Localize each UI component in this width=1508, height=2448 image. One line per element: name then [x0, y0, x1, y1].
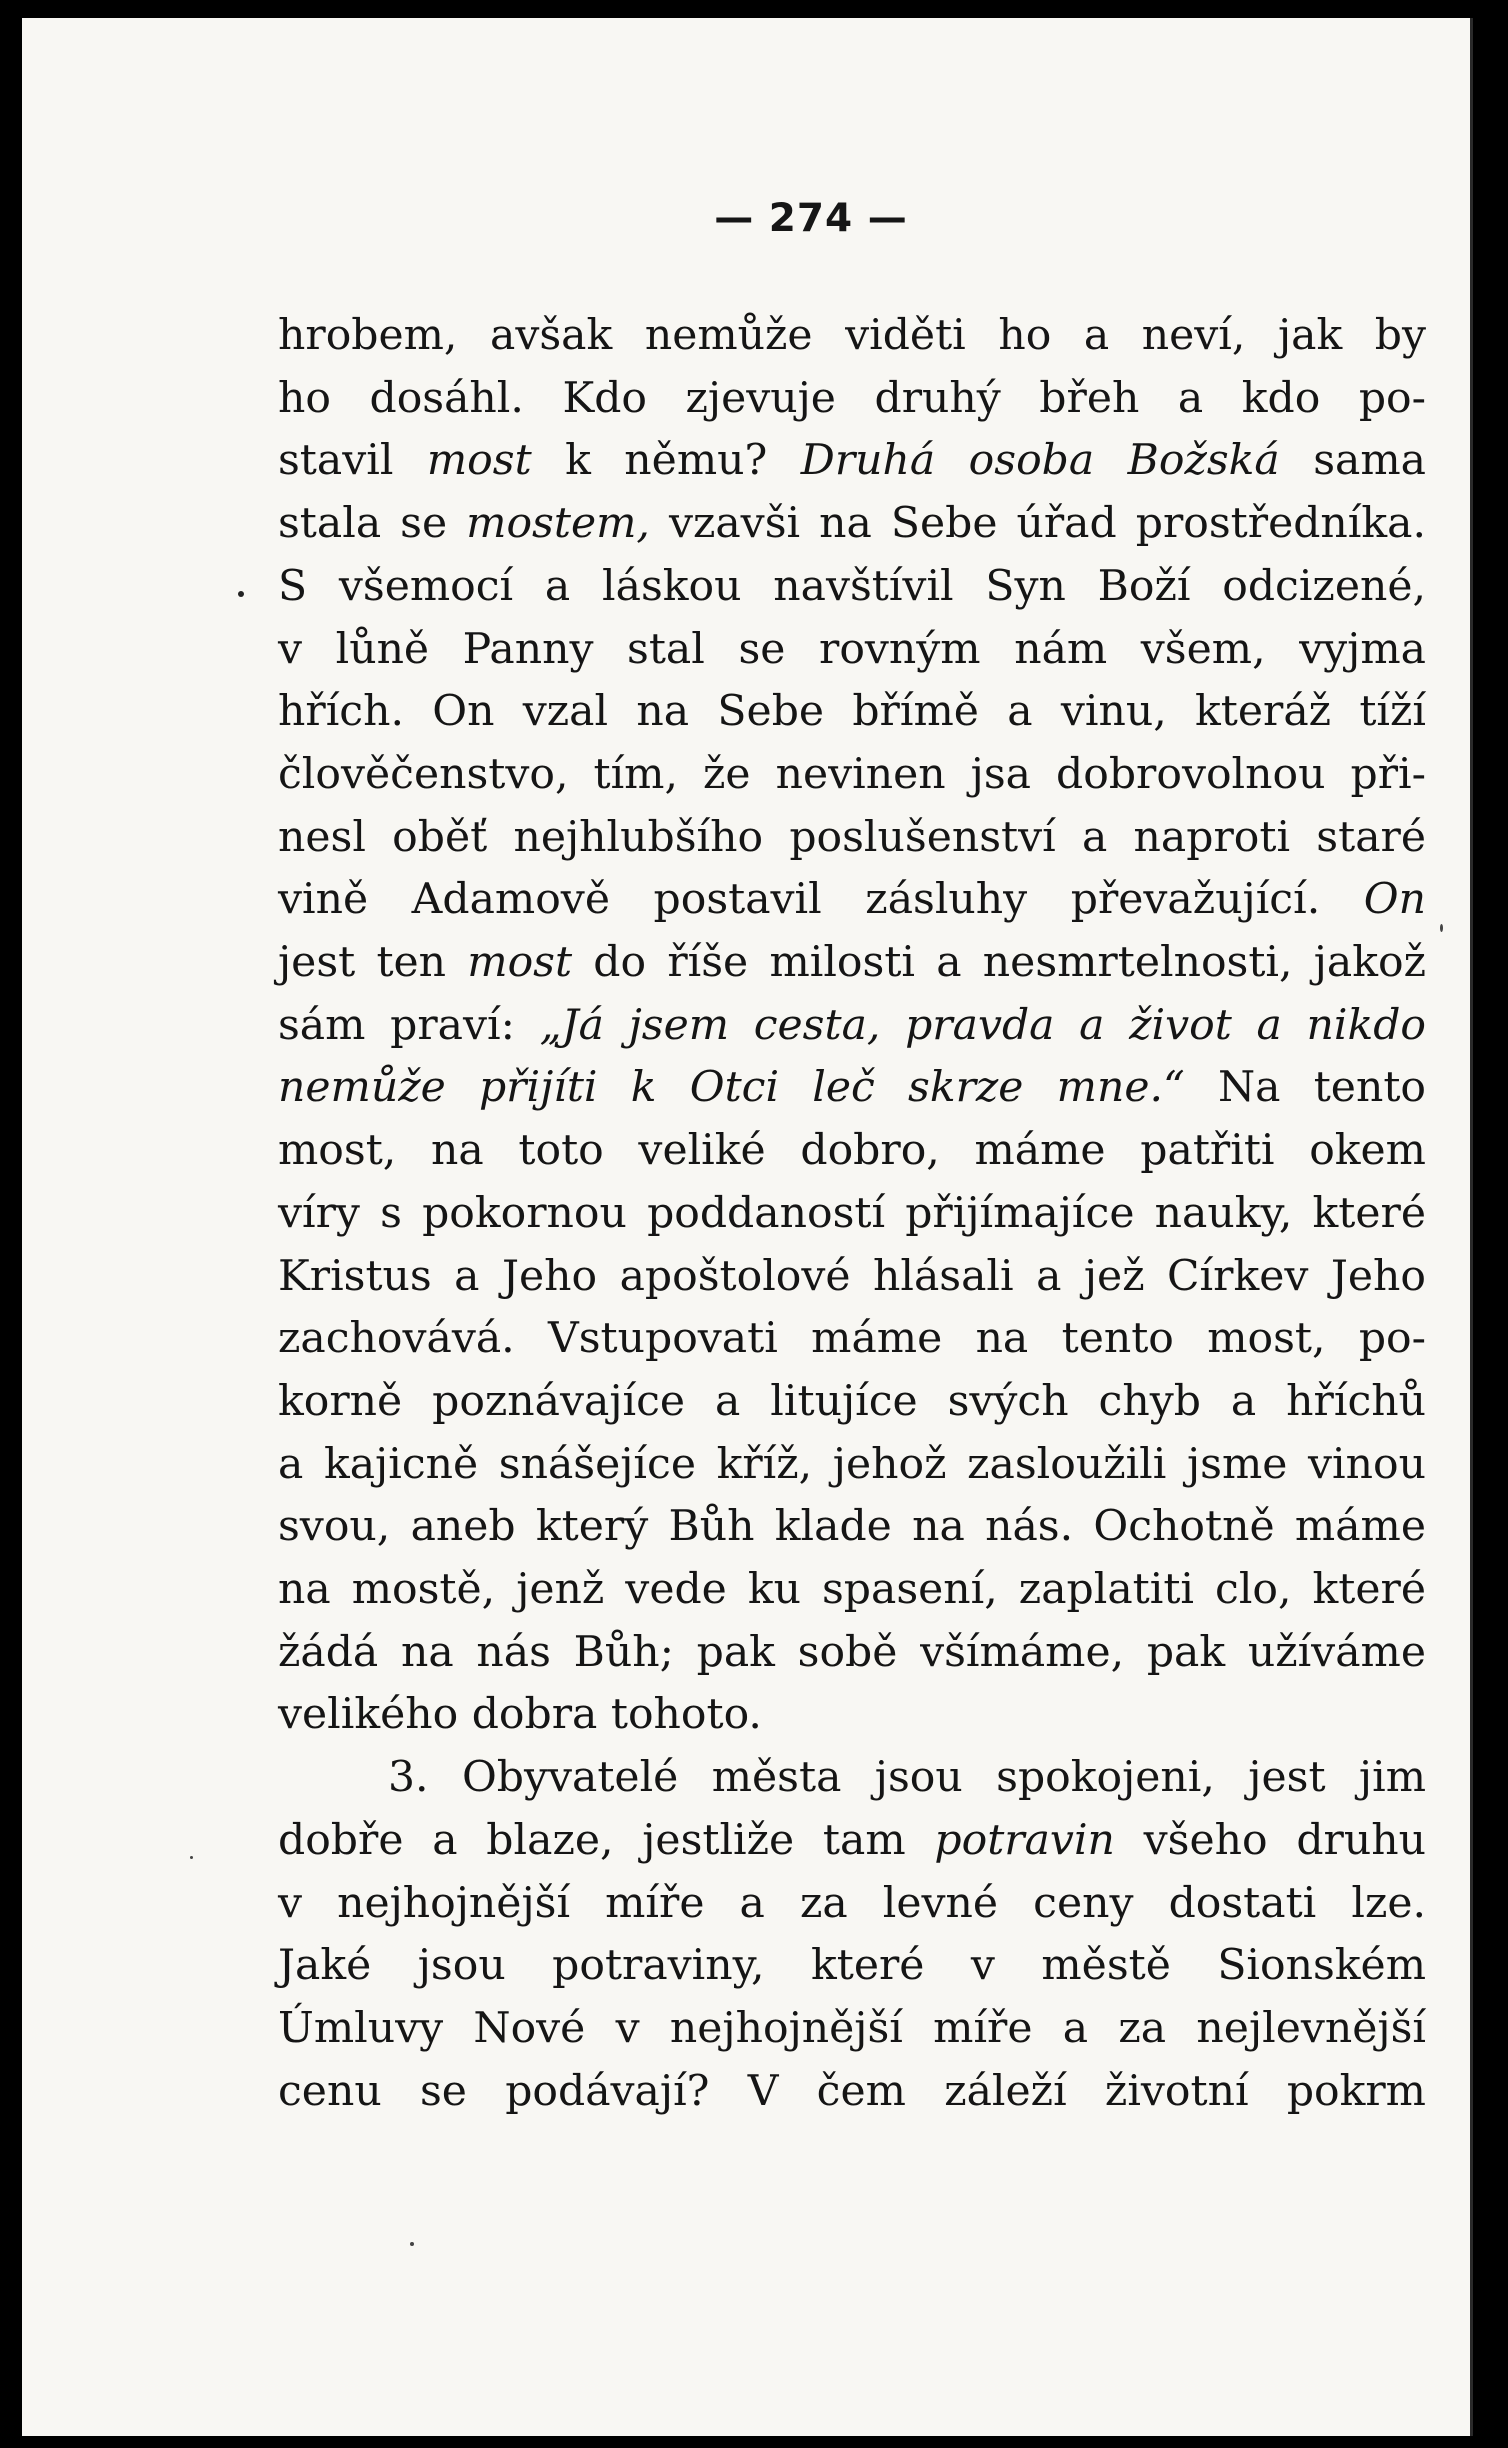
text-line: vině Adamově postavil zásluhy převažující. On — [278, 875, 1426, 925]
text-line: jest ten most do říše milosti a nesmrtelnosti, jakož — [278, 938, 1426, 988]
page-number: — 274 — — [714, 196, 908, 241]
text-line: nesl oběť nejhlubšího poslušenství a naproti staré — [278, 812, 1426, 862]
paper-speck — [190, 1856, 193, 1859]
text-line: hřích. On vzal na Sebe břímě a vinu, kteráž tíží — [278, 687, 1426, 737]
text-line: ho dosáhl. Kdo zjevuje druhý břeh a kdo po- — [278, 373, 1426, 423]
body-text — [278, 305, 1426, 2123]
margin-mark — [238, 591, 244, 597]
text-line: na mostě, jenž vede ku spasení, zaplatiti clo, které — [278, 1565, 1426, 1615]
text-line: zachovává. Vstupovati máme na tento most, po- — [278, 1314, 1426, 1364]
text-line: Jaké jsou potraviny, které v městě Sionském — [278, 1941, 1426, 1991]
text-line: víry s pokornou poddaností přijímajíce nauky, které — [278, 1188, 1426, 1238]
text-line: a kajicně snášejíce kříž, jehož zasloužili jsme vinou — [278, 1439, 1426, 1489]
text-line: člověčenstvo, tím, že nevinen jsa dobrovolnou při- — [278, 749, 1426, 799]
text-line: v nejhojnější míře a za levné ceny dostati lze. — [278, 1878, 1426, 1928]
text-line: žádá na nás Bůh; pak sobě všímáme, pak užíváme — [278, 1627, 1426, 1677]
text-line: Úmluvy Nové v nejhojnější míře a za nejlevnější — [278, 2003, 1426, 2053]
book-page — [22, 18, 1473, 2436]
text-line: hrobem, avšak nemůže viděti ho a neví, jak by — [278, 311, 1426, 360]
text-line: Kristus a Jeho apoštolové hlásali a jež Církev Jeho — [278, 1251, 1426, 1301]
text-line: most, na toto veliké dobro, máme patřiti okem — [278, 1126, 1426, 1176]
text-line: 3. Obyvatelé města jsou spokojeni, jest jim — [388, 1753, 1426, 1803]
text-line: sám praví: „Já jsem cesta, pravda a život a nikdo — [278, 1000, 1426, 1050]
text-line: stavil most k němu? Druhá osoba Božská sama — [278, 436, 1427, 486]
text-line: S všemocí a láskou navštívil Syn Boží odcizené, — [278, 561, 1426, 611]
text-line: v lůně Panny stal se rovným nám všem, vyjma — [278, 624, 1426, 674]
text-line: cenu se podávají? V čem záleží životní pokrm — [278, 2066, 1426, 2116]
text-line: dobře a blaze, jestliže tam potravin všeho druhu — [278, 1815, 1426, 1865]
text-line: nemůže přijíti k Otci leč skrze mne.“ Na tento — [278, 1063, 1426, 1113]
paper-speck — [410, 2242, 414, 2246]
text-line: svou, aneb který Bůh klade na nás. Ochotně máme — [278, 1502, 1426, 1552]
text-line: velikého dobra tohoto. — [278, 1690, 762, 1740]
text-line: stala se mostem, vzavši na Sebe úřad prostředníka. — [278, 499, 1426, 549]
text-line: korně poznávajíce a litujíce svých chyb a hříchů — [278, 1376, 1426, 1426]
paper-speck — [1440, 924, 1443, 932]
